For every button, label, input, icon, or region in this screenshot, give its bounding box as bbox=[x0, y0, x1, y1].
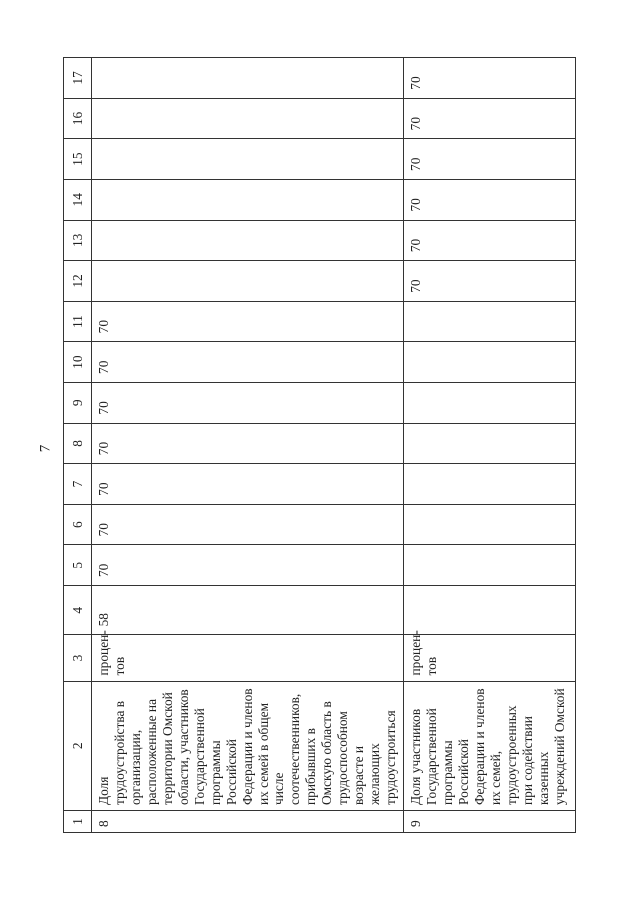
header-cell: 17 bbox=[64, 58, 92, 99]
value-cell: 70 bbox=[404, 58, 576, 99]
value-cell bbox=[92, 220, 404, 261]
table-container bbox=[63, 57, 575, 833]
header-cell: 1 bbox=[64, 811, 92, 833]
value-cell: 70 bbox=[92, 464, 404, 505]
header-cell: 9 bbox=[64, 382, 92, 423]
unit-cell: процен-тов bbox=[92, 635, 404, 681]
value-cell bbox=[92, 58, 404, 99]
value-cell: 58 bbox=[92, 586, 404, 635]
header-cell: 11 bbox=[64, 301, 92, 342]
unit-cell: процен-тов bbox=[404, 635, 576, 681]
page-number: 7 bbox=[37, 444, 54, 453]
header-cell: 12 bbox=[64, 261, 92, 302]
value-cell bbox=[404, 586, 576, 635]
row-number-cell: 8 bbox=[92, 811, 404, 833]
value-cell: 70 bbox=[92, 382, 404, 423]
value-cell: 70 bbox=[92, 545, 404, 586]
value-cell: 70 bbox=[404, 261, 576, 302]
indicators-table bbox=[63, 57, 576, 833]
value-cell: 70 bbox=[404, 220, 576, 261]
value-cell bbox=[404, 504, 576, 545]
value-cell bbox=[92, 98, 404, 139]
value-cell bbox=[92, 261, 404, 302]
header-cell: 10 bbox=[64, 342, 92, 383]
value-cell bbox=[92, 179, 404, 220]
value-cell: 70 bbox=[92, 504, 404, 545]
row-number-cell: 9 bbox=[404, 811, 576, 833]
table-header-row bbox=[64, 58, 92, 833]
header-cell: 4 bbox=[64, 586, 92, 635]
value-cell: 70 bbox=[404, 139, 576, 180]
header-cell: 13 bbox=[64, 220, 92, 261]
header-cell: 3 bbox=[64, 635, 92, 681]
value-cell: 70 bbox=[92, 342, 404, 383]
indicator-description-cell: Доля трудоустройства в организации, расположенные на территории Омской области, участников Государственной программы Российской Федерации и членов их семей в общем числе соотечественников, прибывших в Омскую область в трудоспособном возрасте и желающих трудоустроиться bbox=[92, 681, 404, 811]
header-cell: 2 bbox=[64, 681, 92, 811]
header-cell: 7 bbox=[64, 464, 92, 505]
value-cell bbox=[404, 423, 576, 464]
indicator-description-cell: Доля участников Государственной программы Российской Федерации и членов их семей, трудоустроенных при содействии казенных учреждений Омской bbox=[404, 681, 576, 811]
value-cell: 70 bbox=[92, 301, 404, 342]
header-cell: 14 bbox=[64, 179, 92, 220]
value-cell bbox=[404, 301, 576, 342]
value-cell bbox=[92, 139, 404, 180]
value-cell: 70 bbox=[404, 179, 576, 220]
value-cell bbox=[404, 382, 576, 423]
value-cell bbox=[404, 342, 576, 383]
table-row bbox=[404, 58, 576, 833]
value-cell: 70 bbox=[404, 98, 576, 139]
header-cell: 8 bbox=[64, 423, 92, 464]
value-cell bbox=[404, 464, 576, 505]
header-cell: 6 bbox=[64, 504, 92, 545]
header-cell: 16 bbox=[64, 98, 92, 139]
value-cell: 70 bbox=[92, 423, 404, 464]
table-row bbox=[92, 58, 404, 833]
value-cell bbox=[404, 545, 576, 586]
header-cell: 15 bbox=[64, 139, 92, 180]
rotated-table-frame bbox=[63, 57, 575, 833]
header-cell: 5 bbox=[64, 545, 92, 586]
